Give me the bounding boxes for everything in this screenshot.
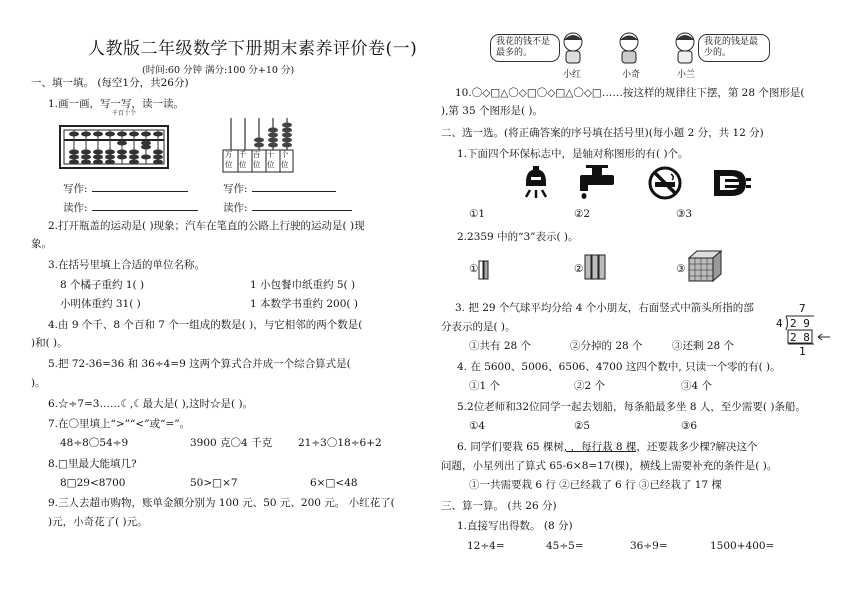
question-4-cont: )和( )。 [31, 337, 68, 349]
choice-1-option[interactable]: ①1 [469, 208, 486, 220]
question-3-item: 1 本数学书重约 200( ) [250, 298, 358, 310]
choice-6: 6. 同学们要栽 65 棵树, ，每行栽 8 棵，还要栽多少棵?解决这个 [457, 441, 758, 453]
choice-2-option[interactable]: ② [574, 263, 584, 275]
question-8-item: 6×□<48 [310, 477, 358, 489]
girl-xiaolan-icon [668, 30, 702, 66]
write-label: 写作: [223, 183, 248, 195]
read-answer-line[interactable] [252, 199, 352, 211]
division-dividend: 2 9 [790, 317, 810, 330]
place-label-qian: 千位 [239, 150, 247, 169]
speech-bubble-left: 我花的钱不是最多的。 [490, 34, 560, 62]
question-5-cont: )。 [31, 377, 46, 389]
choice-3-option[interactable]: ③还剩 28 个 [672, 340, 735, 352]
no-smoking-sign-icon [648, 166, 682, 200]
read-label: 读作: [63, 202, 88, 214]
question-4: 4.由 9 个千、8 个百和 7 个一组成的数是( )，与它相邻的两个数是( [48, 319, 363, 331]
write-row-left [63, 180, 188, 196]
question-7-item: 3900 克〇4 千克 [190, 437, 273, 449]
calc-item: 45÷5= [546, 540, 584, 552]
section-3-heading: 三、算一算。 (共 26 分) [441, 500, 557, 512]
question-7-item: 21÷3〇18÷6+2 [298, 437, 382, 449]
power-plug-sign-icon [712, 168, 752, 198]
kid-name: 小红 [563, 70, 582, 80]
write-answer-line[interactable] [252, 180, 336, 192]
place-label-ge: 个位 [281, 150, 289, 169]
place-label-wan: 万位 [225, 150, 233, 169]
girl-xiaohong-icon [556, 30, 590, 66]
division-quotient: 7 [799, 302, 806, 315]
question-5: 5.把 72-36=36 和 36÷4=9 这两个算式合并成一个综合算式是( [48, 358, 351, 370]
choice-4: 4. 在 5600、5006、6506、4700 这四个数中, 只读一个零的有( )。 [457, 361, 781, 373]
question-3: 3.在括号里填上合适的单位名称。 [48, 259, 206, 271]
question-6: 6.☆÷7=3……☾,☾最大是( ),这时☆是( )。 [48, 398, 254, 410]
choice-4-option[interactable]: ①1 个 [469, 380, 501, 392]
division-divisor: 4 [776, 317, 783, 330]
kid-name: 小兰 [677, 70, 696, 80]
question-1: 1.画一画，写一写，读一读。 [48, 98, 185, 110]
question-10: 10.〇◇□△〇◇□〇◇□△〇◇□……按这样的规律往下摆，第 28 个图形是( [455, 87, 805, 99]
place-label-shi: 十位 [267, 150, 275, 169]
choice-1-option[interactable]: ③3 [676, 208, 693, 220]
question-2: 2.打开瓶盖的运动是( )现象；汽车在笔直的公路上行驶的运动是( )现 [48, 220, 365, 232]
question-7-item: 48÷8〇54÷9 [60, 437, 129, 449]
choice-3-cont: 分表示的是( )。 [441, 321, 516, 333]
question-8: 8.□里最大能填几? [48, 458, 137, 470]
choice-1-option[interactable]: ②2 [574, 208, 591, 220]
question-9-cont: )元，小奇花了( )元。 [48, 516, 148, 528]
abacus-col-label: 个 [130, 110, 137, 117]
choice-2: 2.2359 中的“3”表示( )。 [457, 231, 579, 243]
read-answer-line[interactable] [92, 199, 198, 211]
choice-6-options[interactable]: ①一共需要栽 6 行 ②已经栽了 6 行 ③已经栽了 17 棵 [469, 479, 722, 491]
kid-name: 小奇 [622, 70, 641, 80]
division-product: 2 8 [790, 331, 810, 344]
choice-4-option[interactable]: ③4 个 [681, 380, 713, 392]
abacus-col-label: 十 [124, 110, 131, 117]
section-2-heading: 二、选一选。(将正确答案的序号填在括号里)(每小题 2 分，共 12 分) [441, 127, 764, 139]
question-3-item: 8 个橘子重约 1( ) [60, 279, 145, 291]
choice-5-option[interactable]: ①4 [469, 420, 486, 432]
choice-3-option[interactable]: ②分掉的 28 个 [570, 340, 643, 352]
light-bulb-sign-icon [522, 166, 550, 200]
choice-3-option[interactable]: ①共有 28 个 [469, 340, 532, 352]
question-3-item: 小明体重约 31( ) [60, 298, 141, 310]
question-3-item: 1 小包餐巾纸重约 5( ) [250, 279, 356, 291]
choice-2-option[interactable]: ③ [676, 263, 686, 275]
abacus-left [58, 116, 170, 172]
abacus-col-label: 千 [112, 110, 119, 117]
speech-bubble-right: 我花的钱是最少的。 [698, 34, 770, 62]
choice-1: 1.下面四个环保标志中，是轴对称图形的有( )个。 [457, 148, 689, 160]
boy-xiaoqi-icon [614, 30, 644, 66]
choice-6-cont: 问题，小星列出了算式 65-6×8=17(棵)，横线上需要补充的条件是( )。 [441, 460, 778, 472]
calc-1: 1.直接写出得数。 (8 分) [457, 520, 573, 532]
read-row-left [63, 199, 198, 215]
division-remainder: 1 [799, 345, 806, 358]
question-2-cont: 象。 [31, 238, 52, 250]
section-1-heading: 一、填一填。 (每空1分，共26分) [31, 77, 189, 89]
tens-rods-icon [584, 254, 606, 280]
question-10-cont: ),第 35 个图形是( )。 [441, 105, 544, 117]
choice-2-option[interactable]: ① [469, 263, 479, 275]
water-tap-sign-icon [578, 165, 620, 199]
single-rods-icon [478, 260, 490, 280]
page-subtitle: (时间:60 分钟 满分:100 分+10 分) [142, 65, 295, 76]
question-9: 9.三人去超市购物，账单金额分别为 100 元、50 元、200 元。 小红花了( [48, 497, 395, 509]
choice-3: 3. 把 29 个气球平均分给 4 个小朋友，右面竖式中箭头所指的部 [455, 302, 754, 314]
write-answer-line[interactable] [92, 180, 188, 192]
division-lines [776, 303, 836, 359]
write-label: 写作: [63, 183, 88, 195]
write-row-right [223, 180, 336, 196]
choice-4-option[interactable]: ②2 个 [574, 380, 606, 392]
hundreds-cubes-icon [688, 250, 722, 282]
calc-item: 12÷4= [467, 540, 505, 552]
read-label: 读作: [223, 202, 248, 214]
calc-item: 36÷9= [630, 540, 668, 552]
place-label-bai: 百位 [253, 150, 261, 169]
calc-item: 1500+400= [710, 540, 775, 552]
choice-5-option[interactable]: ②5 [574, 420, 591, 432]
choice-5-option[interactable]: ③6 [681, 420, 698, 432]
read-row-right [223, 199, 352, 215]
question-8-item: 8□29<8700 [60, 477, 126, 489]
abacus-left-col-labels [112, 111, 136, 117]
page-title: 人教版二年级数学下册期末素养评价卷(一) [88, 39, 418, 59]
choice-6-blank-line[interactable] [566, 451, 636, 452]
question-7: 7.在〇里填上“>”“<”或“=”。 [48, 418, 191, 430]
choice-5: 5.2位老师和32位同学一起去划船，每条船最多坐 8 人，至少需要( )条船。 [457, 401, 806, 413]
abacus-col-label: 百 [118, 110, 125, 117]
question-8-item: 50>□×7 [190, 477, 238, 489]
